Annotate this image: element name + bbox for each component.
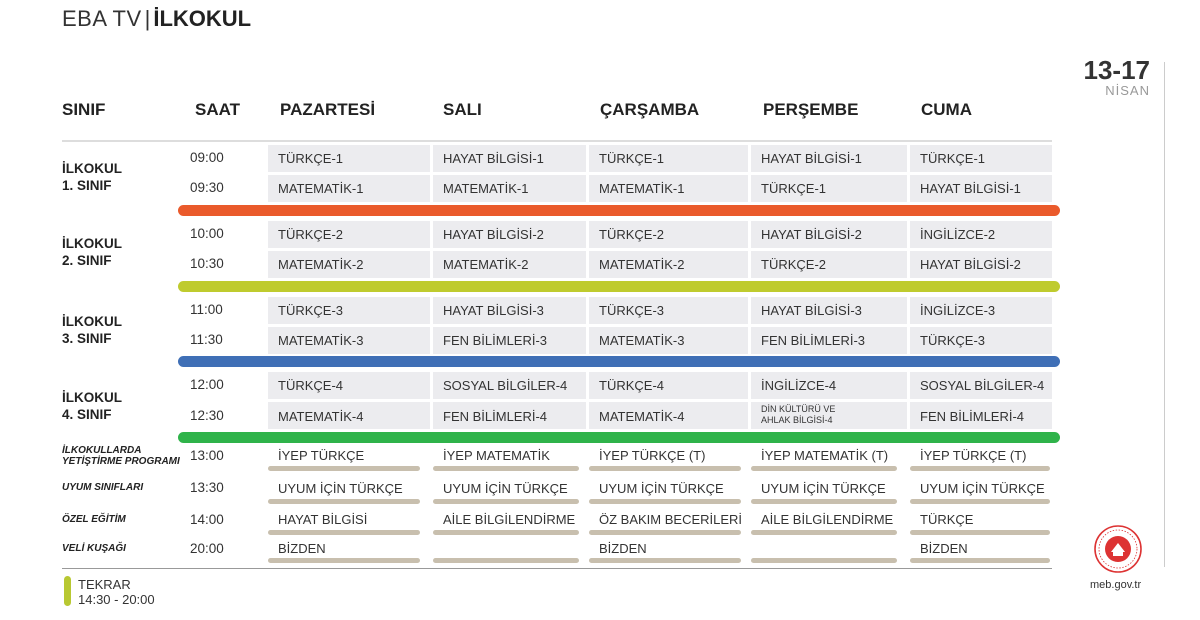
cell-underline — [589, 558, 741, 563]
grade-line2: 3. SINIF — [62, 331, 112, 346]
program-time: 13:00 — [190, 448, 224, 463]
schedule-cell: TÜRKÇE-2 — [278, 227, 344, 242]
program-cell: HAYAT BİLGİSİ — [278, 512, 368, 527]
time-slot: 09:30 — [190, 180, 224, 195]
cell-underline — [268, 530, 420, 535]
cell-underline — [589, 499, 741, 504]
schedule-cell: TÜRKÇE-2 — [761, 257, 827, 272]
schedule-cell: MATEMATİK-1 — [599, 181, 685, 196]
schedule-cell: TÜRKÇE-1 — [920, 151, 986, 166]
cell-underline — [910, 466, 1050, 471]
schedule-cell: HAYAT BİLGİSİ-2 — [761, 227, 862, 242]
program-cell: BİZDEN — [920, 541, 968, 556]
grade-label — [62, 235, 122, 269]
legend — [78, 577, 155, 607]
grade-line1: İLKOKUL — [62, 236, 122, 251]
schedule-cell: DİN KÜLTÜRÜ VE AHLAK BİLGİSİ-4 — [761, 404, 836, 425]
schedule-cell: HAYAT BİLGİSİ-1 — [443, 151, 544, 166]
schedule-cell: TÜRKÇE-3 — [599, 303, 665, 318]
time-slot: 10:00 — [190, 226, 224, 241]
cell-underline — [751, 530, 897, 535]
program-time: 13:30 — [190, 480, 224, 495]
cell-underline — [433, 558, 579, 563]
program-cell: İYEP MATEMATİK (T) — [761, 448, 889, 463]
program-cell: UYUM İÇİN TÜRKÇE — [599, 481, 724, 496]
cell-underline — [910, 558, 1050, 563]
schedule-cell: TÜRKÇE-4 — [599, 378, 665, 393]
schedule-cell: MATEMATİK-1 — [443, 181, 529, 196]
program-time: 14:00 — [190, 512, 224, 527]
time-slot: 09:00 — [190, 150, 224, 165]
schedule-cell: HAYAT BİLGİSİ-1 — [920, 181, 1021, 196]
schedule-cell: MATEMATİK-4 — [599, 409, 685, 424]
schedule-cell: TÜRKÇE-1 — [278, 151, 344, 166]
cell-underline — [751, 558, 897, 563]
cell-underline — [433, 499, 579, 504]
grade-color-bar — [178, 281, 1060, 292]
cell-underline — [751, 466, 897, 471]
cell-underline — [910, 499, 1050, 504]
schedule-cell: TÜRKÇE-2 — [599, 227, 665, 242]
schedule-cell: FEN BİLİMLERİ-4 — [920, 409, 1025, 424]
program-label — [62, 445, 180, 467]
program-cell: İYEP TÜRKÇE (T) — [920, 448, 1027, 463]
program-label — [62, 543, 126, 554]
cell-underline — [751, 499, 897, 504]
program-label-line1: ÖZEL EĞİTİM — [62, 514, 126, 525]
schedule-cell: HAYAT BİLGİSİ-2 — [443, 227, 544, 242]
schedule-cell: TÜRKÇE-3 — [278, 303, 344, 318]
meb-seal-icon — [1093, 524, 1143, 574]
cell-underline — [433, 466, 579, 471]
column-header-class: SINIF — [62, 100, 106, 119]
program-cell: UYUM İÇİN TÜRKÇE — [920, 481, 1045, 496]
time-slot: 12:00 — [190, 377, 224, 392]
schedule-cell: MATEMATİK-2 — [278, 257, 364, 272]
program-label-line2: YETİŞTİRME PROGRAMI — [62, 456, 180, 467]
schedule-cell: TÜRKÇE-3 — [920, 333, 986, 348]
time-slot: 12:30 — [190, 408, 224, 423]
program-cell: İYEP TÜRKÇE (T) — [599, 448, 706, 463]
cell-underline — [589, 530, 741, 535]
brand-name: EBA TV — [62, 6, 142, 31]
schedule-cell: TÜRKÇE-1 — [761, 181, 827, 196]
title-separator: | — [144, 6, 151, 31]
bottom-rule — [62, 568, 1052, 569]
program-cell: AİLE BİLGİLENDİRME — [443, 512, 576, 527]
grade-line2: 1. SINIF — [62, 178, 112, 193]
grade-color-bar — [178, 205, 1060, 216]
date-range: 13-17 — [1083, 55, 1150, 85]
schedule-cell: TÜRKÇE-1 — [599, 151, 665, 166]
column-header-time: SAAT — [195, 100, 241, 119]
date-month: NİSAN — [1105, 83, 1150, 98]
grade-color-bar — [178, 356, 1060, 367]
level-name: İLKOKUL — [153, 6, 252, 31]
time-slot: 10:30 — [190, 256, 224, 271]
grade-label — [62, 160, 122, 194]
program-cell: AİLE BİLGİLENDİRME — [761, 512, 894, 527]
schedule-cell: MATEMATİK-4 — [278, 409, 364, 424]
legend-time-range: 14:30 - 20:00 — [78, 592, 155, 607]
program-cell: BİZDEN — [278, 541, 326, 556]
schedule-cell: HAYAT BİLGİSİ-1 — [761, 151, 862, 166]
column-header-thursday: PERŞEMBE — [763, 100, 859, 119]
program-cell: UYUM İÇİN TÜRKÇE — [443, 481, 568, 496]
program-cell: UYUM İÇİN TÜRKÇE — [761, 481, 886, 496]
column-header-monday: PAZARTESİ — [280, 100, 376, 119]
cell-underline — [910, 530, 1050, 535]
schedule-cell: MATEMATİK-3 — [599, 333, 685, 348]
time-slot: 11:00 — [190, 302, 223, 317]
program-cell: BİZDEN — [599, 541, 647, 556]
program-cell: İYEP TÜRKÇE — [278, 448, 365, 463]
date-badge — [1080, 56, 1150, 98]
schedule-cell: TÜRKÇE-4 — [278, 378, 344, 393]
schedule-cell: İNGİLİZCE-4 — [761, 378, 837, 393]
header-title — [62, 6, 251, 32]
grade-line1: İLKOKUL — [62, 390, 122, 405]
schedule-cell: MATEMATİK-2 — [443, 257, 529, 272]
legend-label: TEKRAR — [78, 577, 131, 592]
cell-underline — [268, 466, 420, 471]
schedule-cell: FEN BİLİMLERİ-3 — [443, 333, 548, 348]
program-label — [62, 482, 143, 493]
program-label-line1: İLKOKULLARDA — [62, 445, 142, 456]
program-cell: TÜRKÇE — [920, 512, 974, 527]
cell-underline — [589, 466, 741, 471]
grade-color-bar — [178, 432, 1060, 443]
schedule-cell: İNGİLİZCE-2 — [920, 227, 996, 242]
right-divider — [1164, 62, 1165, 567]
schedule-cell: SOSYAL BİLGİLER-4 — [920, 378, 1045, 393]
column-header-tuesday: SALI — [443, 100, 482, 119]
grade-line2: 2. SINIF — [62, 253, 112, 268]
header-rule — [62, 140, 1052, 142]
grade-line1: İLKOKUL — [62, 161, 122, 176]
schedule-cell: MATEMATİK-2 — [599, 257, 685, 272]
schedule-cell: FEN BİLİMLERİ-4 — [443, 409, 548, 424]
column-header-wednesday: ÇARŞAMBA — [600, 100, 700, 119]
schedule-cell: HAYAT BİLGİSİ-3 — [443, 303, 544, 318]
program-cell: ÖZ BAKIM BECERİLERİ — [599, 512, 743, 527]
cell-underline — [268, 499, 420, 504]
program-cell: UYUM İÇİN TÜRKÇE — [278, 481, 403, 496]
legend-color-bar — [64, 576, 71, 606]
column-header-friday: CUMA — [921, 100, 972, 119]
schedule-cell: HAYAT BİLGİSİ-3 — [761, 303, 862, 318]
program-cell: İYEP MATEMATİK — [443, 448, 550, 463]
program-label-line1: VELİ KUŞAĞI — [62, 543, 126, 554]
program-time: 20:00 — [190, 541, 224, 556]
grade-label — [62, 313, 122, 347]
site-url: meb.gov.tr — [1090, 579, 1142, 591]
cell-underline — [433, 530, 579, 535]
program-label-line1: UYUM SINIFLARI — [62, 482, 144, 493]
schedule-cell: SOSYAL BİLGİLER-4 — [443, 378, 568, 393]
grade-line2: 4. SINIF — [62, 407, 112, 422]
schedule-cell: MATEMATİK-3 — [278, 333, 364, 348]
grade-line1: İLKOKUL — [62, 314, 122, 329]
schedule-cell: İNGİLİZCE-3 — [920, 303, 996, 318]
grade-label — [62, 389, 122, 423]
time-slot: 11:30 — [190, 332, 223, 347]
schedule-cell: MATEMATİK-1 — [278, 181, 364, 196]
program-label — [62, 514, 126, 525]
schedule-cell: FEN BİLİMLERİ-3 — [761, 333, 866, 348]
cell-underline — [268, 558, 420, 563]
schedule-cell: HAYAT BİLGİSİ-2 — [920, 257, 1021, 272]
